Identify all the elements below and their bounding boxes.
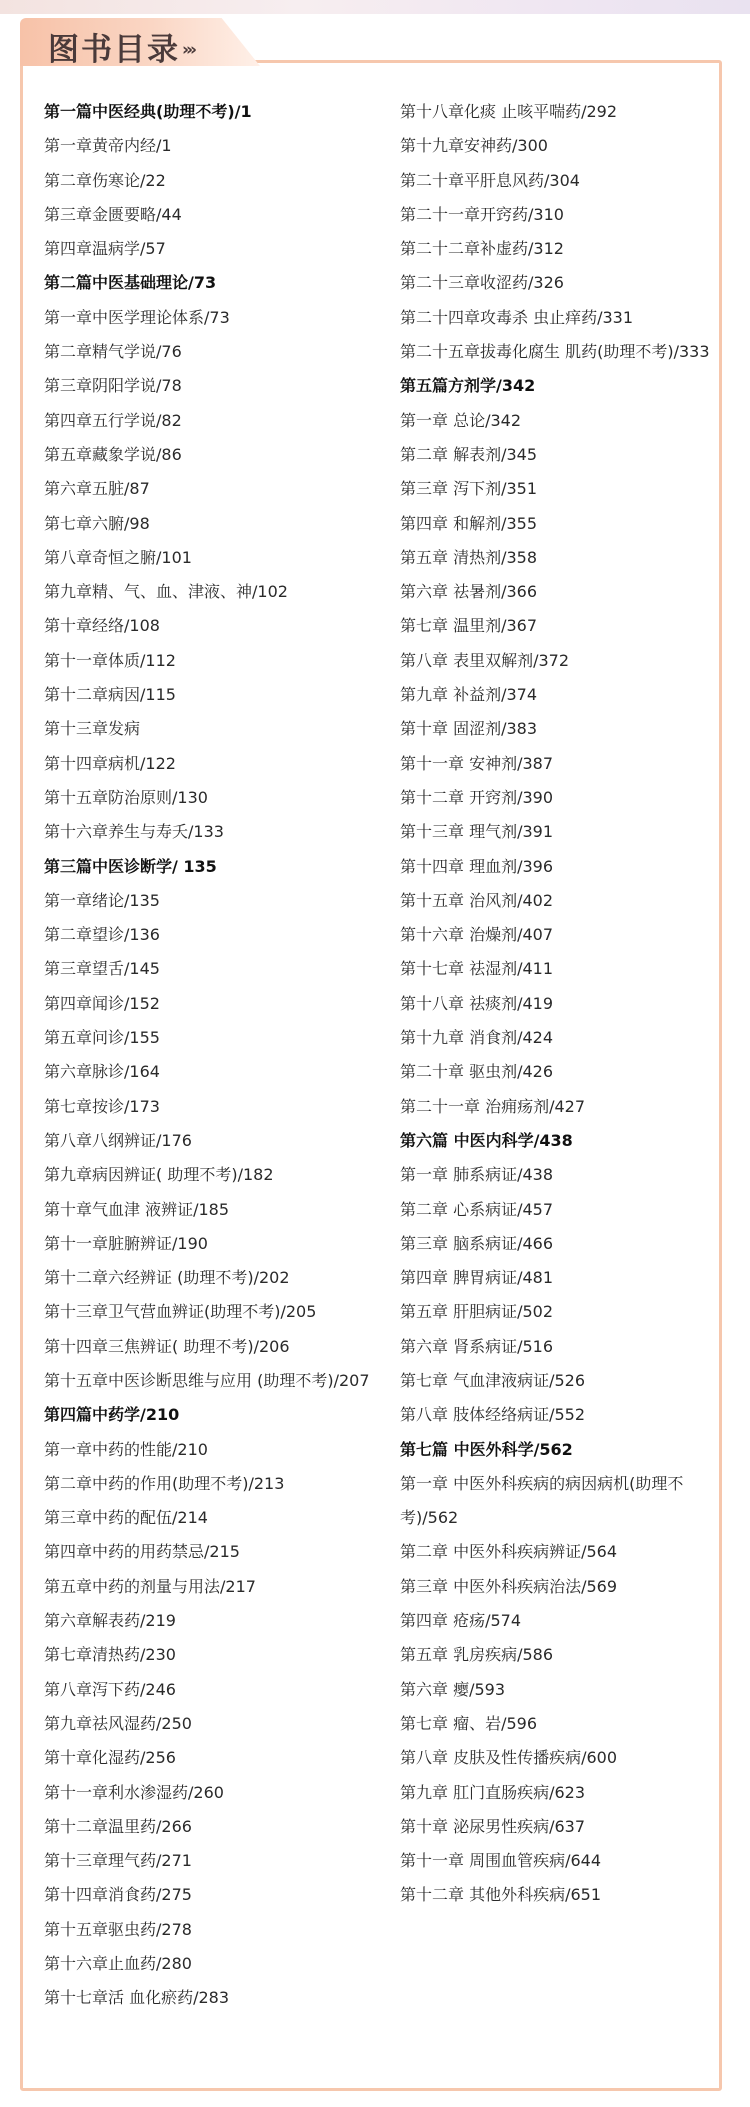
toc-chapter-item: 第二章中药的作用(助理不考)/213 [44,1473,285,1493]
toc-chapter-item: 第二十五章拔毒化腐生 肌药(助理不考)/333 [400,342,710,362]
toc-chapter-item: 第八章 肢体经络病证/552 [400,1405,586,1425]
toc-chapter-item: 第八章奇恒之腑/101 [44,547,192,567]
toc-chapter-item: 第八章泻下药/246 [44,1679,176,1699]
toc-chapter-item: 第十章 泌尿男性疾病/637 [400,1816,586,1836]
toc-chapter-item: 第六章脉诊/164 [44,1062,160,1082]
toc-chapter-item: 第六章 瘿/593 [400,1679,506,1699]
toc-chapter-item: 第十一章利水渗湿药/260 [44,1782,224,1802]
toc-chapter-item: 第七章 瘤、岩/596 [400,1713,538,1733]
toc-chapter-item: 第三章阴阳学说/78 [44,376,182,396]
toc-chapter-item: 第九章 补益剂/374 [400,685,538,705]
toc-chapter-item: 第十五章防治原则/130 [44,787,208,807]
toc-chapter-item: 第五章 乳房疾病/586 [400,1645,554,1665]
toc-chapter-item: 第六章解表药/219 [44,1611,176,1631]
toc-chapter-item: 第五章藏象学说/86 [44,444,182,464]
toc-chapter-item: 第十章经络/108 [44,616,160,636]
toc-chapter-item: 第十三章 理气剂/391 [400,822,554,842]
toc-chapter-item: 第五章 清热剂/358 [400,547,538,567]
toc-chapter-item: 第二十二章补虚药/312 [400,239,564,259]
toc-chapter-item: 第二十三章收涩药/326 [400,273,564,293]
toc-chapter-item: 第十五章 治风剂/402 [400,890,554,910]
toc-part-heading: 第七篇 中医外科学/562 [400,1439,573,1459]
toc-chapter-item: 第一章绪论/135 [44,890,160,910]
toc-part-heading: 第四篇中药学/210 [44,1405,180,1425]
toc-chapter-item: 第十三章卫气营血辨证(助理不考)/205 [44,1302,317,1322]
toc-chapter-item: 第二十章平肝息风药/304 [400,170,580,190]
toc-chapter-item: 第五章 肝胆病证/502 [400,1302,554,1322]
toc-chapter-item: 第十六章 治燥剂/407 [400,925,554,945]
toc-chapter-item: 第十二章 其他外科疾病/651 [400,1885,602,1905]
toc-chapter-item: 第三章望舌/145 [44,959,160,979]
toc-chapter-item: 第十章化湿药/256 [44,1748,176,1768]
toc-chapter-item: 第三章 中医外科疾病治法/569 [400,1576,618,1596]
toc-chapter-item: 第十六章止血药/280 [44,1954,192,1974]
toc-chapter-item: 第一章黄帝内经/1 [44,136,172,156]
toc-chapter-item: 第九章精、气、血、津液、神/102 [44,582,288,602]
toc-chapter-item: 第九章 肛门直肠疾病/623 [400,1782,586,1802]
toc-chapter-item: 第四章 和解剂/355 [400,513,538,533]
toc-chapter-item: 第十五章驱虫药/278 [44,1919,192,1939]
toc-part-heading: 第五篇方剂学/342 [400,376,536,396]
toc-part-heading: 第一篇中医经典(助理不考)/1 [44,102,252,121]
chevrons-icon: ››› [182,40,195,60]
toc-chapter-item: 第九章祛风湿药/250 [44,1713,192,1733]
toc-chapter-item: 第二十四章攻毒杀 虫止痒药/331 [400,307,634,327]
toc-chapter-item: 第十四章消食药/275 [44,1885,192,1905]
toc-chapter-item: 第四章 脾胃病证/481 [400,1268,554,1288]
toc-chapter-item: 第十七章 祛湿剂/411 [400,959,554,979]
toc-chapter-item: 第十四章 理血剂/396 [400,856,554,876]
toc-part-heading: 第三篇中医诊断学/ 135 [44,856,217,876]
toc-chapter-item: 第一章 中医外科疾病的病因病机(助理不考)/562 [400,1473,684,1528]
toc-chapter-item: 第七章按诊/173 [44,1096,160,1116]
toc-chapter-item: 第一章中药的性能/210 [44,1439,208,1459]
page-title: 图书目录 [48,32,180,68]
toc-chapter-item: 第十四章三焦辨证( 助理不考)/206 [44,1336,290,1356]
toc-chapter-item: 第二章 解表剂/345 [400,444,538,464]
toc-chapter-item: 第十一章 安神剂/387 [400,753,554,773]
toc-chapter-item: 第十一章 周围血管疾病/644 [400,1851,602,1871]
toc-part-heading: 第二篇中医基础理论/73 [44,273,217,293]
toc-chapter-item: 第二十一章开窍药/310 [400,204,564,224]
toc-chapter-item: 第四章五行学说/82 [44,410,182,430]
toc-chapter-item: 第二十一章 治痈疡剂/427 [400,1096,586,1116]
toc-chapter-item: 第九章病因辨证( 助理不考)/182 [44,1165,274,1185]
toc-chapter-item: 第十四章病机/122 [44,753,176,773]
toc-chapter-item: 第四章闻诊/152 [44,993,160,1013]
top-banner-strip [0,0,750,14]
toc-chapter-item: 第八章 皮肤及性传播疾病/600 [400,1748,618,1768]
toc-chapter-item: 第十三章理气药/271 [44,1851,192,1871]
toc-chapter-item: 第十九章 消食剂/424 [400,1028,554,1048]
toc-chapter-item: 第二十章 驱虫剂/426 [400,1062,554,1082]
toc-chapter-item: 第一章 总论/342 [400,410,522,430]
toc-chapter-item: 第十八章化痰 止咳平喘药/292 [400,102,618,121]
toc-chapter-item: 第二章伤寒论/22 [44,170,166,190]
toc-chapter-item: 第十章气血津 液辨证/185 [44,1199,230,1219]
toc-chapter-item: 第二章精气学说/76 [44,342,182,362]
toc-chapter-item: 第三章 泻下剂/351 [400,479,538,499]
toc-chapter-item: 第三章 脑系病证/466 [400,1233,554,1253]
toc-chapter-item: 第十七章活 血化瘀药/283 [44,1988,230,2008]
toc-chapter-item: 第十五章中医诊断思维与应用 (助理不考)/207 [44,1370,370,1390]
toc-chapter-item: 第八章八纲辨证/176 [44,1130,192,1150]
toc-right-column [400,95,718,1913]
toc-chapter-item: 第七章清热药/230 [44,1645,176,1665]
toc-chapter-item: 第七章 温里剂/367 [400,616,538,636]
toc-chapter-item: 第十六章养生与寿夭/133 [44,822,224,842]
toc-chapter-item: 第六章 祛暑剂/366 [400,582,538,602]
toc-chapter-item: 第四章中药的用药禁忌/215 [44,1542,240,1562]
toc-chapter-item: 第六章五脏/87 [44,479,150,499]
toc-chapter-item: 第二章 心系病证/457 [400,1199,554,1219]
toc-chapter-item: 第十二章温里药/266 [44,1816,192,1836]
toc-chapter-item: 第二章望诊/136 [44,925,160,945]
toc-chapter-item: 第四章温病学/57 [44,239,166,259]
toc-chapter-item: 第五章问诊/155 [44,1028,160,1048]
toc-chapter-item: 第十章 固涩剂/383 [400,719,538,739]
toc-chapter-item: 第六章 肾系病证/516 [400,1336,554,1356]
toc-part-heading: 第六篇 中医内科学/438 [400,1130,573,1150]
toc-chapter-item: 第十一章体质/112 [44,650,176,670]
toc-chapter-item: 第十二章 开窍剂/390 [400,787,554,807]
toc-chapter-item: 第十九章安神药/300 [400,136,548,156]
toc-chapter-item: 第四章 疮疡/574 [400,1611,522,1631]
toc-chapter-item: 第十三章发病 [44,719,141,739]
toc-chapter-item: 第七章六腑/98 [44,513,150,533]
toc-chapter-item: 第五章中药的剂量与用法/217 [44,1576,256,1596]
toc-chapter-item: 第八章 表里双解剂/372 [400,650,570,670]
toc-chapter-item: 第一章 肺系病证/438 [400,1165,554,1185]
toc-chapter-item: 第十二章病因/115 [44,685,176,705]
toc-chapter-item: 第十一章脏腑辨证/190 [44,1233,208,1253]
toc-chapter-item: 第七章 气血津液病证/526 [400,1370,586,1390]
toc-chapter-item: 第一章中医学理论体系/73 [44,307,230,327]
toc-chapter-item: 第十二章六经辨证 (助理不考)/202 [44,1268,290,1288]
toc-chapter-item: 第二章 中医外科疾病辨证/564 [400,1542,618,1562]
toc-chapter-item: 第十八章 祛痰剂/419 [400,993,554,1013]
toc-chapter-item: 第三章中药的配伍/214 [44,1508,208,1528]
toc-left-column [44,95,396,2016]
toc-chapter-item: 第三章金匮要略/44 [44,204,182,224]
